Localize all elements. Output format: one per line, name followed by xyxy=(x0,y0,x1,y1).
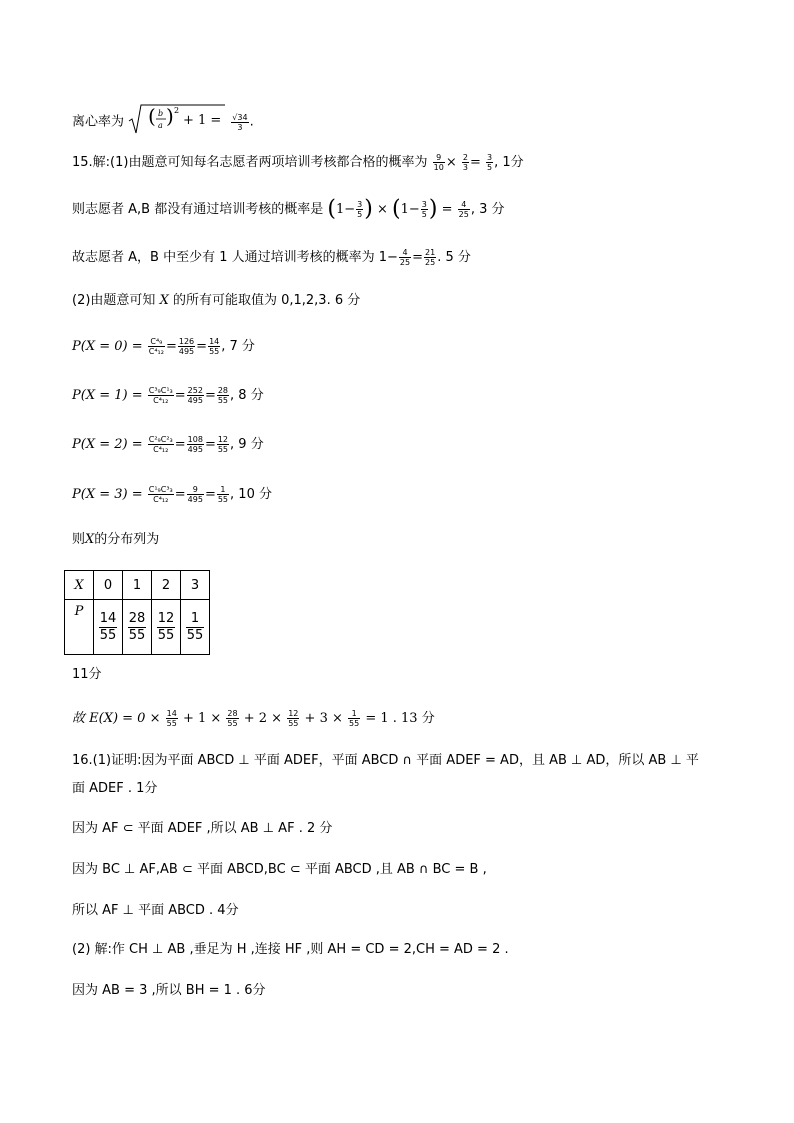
table-cell: 3 xyxy=(181,571,210,600)
prob-line-2: P(X = 2) = $\frac{\text{C²₉C²₃}}{\text{C⁴₁₂}}$ = $\frac{108}{495}$ = $\frac{12}{55}$ , 9 分 xyxy=(72,435,264,454)
dist-intro: 则X的分布列为 xyxy=(72,532,160,547)
q16-line-3: 因为 AF ⊂ 平面 ADEF ,所以 AB ⊥ AF . 2 分 xyxy=(72,821,333,836)
table-cell: 0 xyxy=(94,571,123,600)
radical-sign xyxy=(128,103,226,135)
q15-line-3: 故志愿者 A，B 中至少有 1 人通过培训考核的概率为 1− $\frac{4}{25}$ = $\frac{21}{25}$ . 5 分 xyxy=(72,248,471,267)
svg-text:): ) xyxy=(166,104,174,128)
ecc-b: b xyxy=(158,109,164,118)
q16-line-5: 所以 AF ⊥ 平面 ABCD . 4分 xyxy=(72,903,239,918)
ecc-exp: 2 xyxy=(174,106,180,115)
expectation-line: 故 E(X) = 0 × $\frac{14}{55}$ + 1 × $\frac{28}{55}$ + 2 × $\frac{12}{55}$ + 3 × $\frac{1}{55}$ = 1 . 13 分 xyxy=(72,709,435,728)
table-row-p xyxy=(65,600,210,655)
sqrt-expression xyxy=(128,103,226,141)
q16-line-4: 因为 BC ⊥ AF,AB ⊂ 平面 ABCD,BC ⊂ 平面 ABCD ,且 AB ∩ BC = B , xyxy=(72,862,487,877)
prob-line-0: P(X = 0) = $\frac{\text{C⁴₉}}{\text{C⁴₁₂}}$ = $\frac{126}{495}$ = $\frac{14}{55}$ , 7 分 xyxy=(72,337,255,356)
ecc-result: $\frac{√34}{3}$ xyxy=(232,112,248,132)
ecc-a: a xyxy=(158,121,163,130)
svg-text:(: ( xyxy=(148,104,156,128)
q16-line-6: (2) 解:作 CH ⊥ AB ,垂足为 H ,连接 HF ,则 AH = CD = 2,CH = AD = 2 . xyxy=(72,942,509,957)
table-cell: 1 xyxy=(123,571,152,600)
q16-line-2: 面 ADEF . 1分 xyxy=(72,781,158,796)
table-cell: $\frac{1}{55}$ xyxy=(181,600,210,655)
table-cell: $\frac{14}{55}$ xyxy=(94,600,123,655)
ecc-label: 离心率为 xyxy=(72,114,125,130)
table-header-p: P xyxy=(65,600,94,655)
q16-line-7: 因为 AB = 3 ,所以 BH = 1 . 6分 xyxy=(72,983,266,998)
q16-line-1: 16.(1)证明:因为平面 ABCD ⊥ 平面 ADEF，平面 ABCD ∩ 平面 ADEF = AD，且 AB ⊥ AD，所以 AB ⊥ 平 xyxy=(72,753,699,768)
q15-line-4: (2)由题意可知 X 的所有可能取值为 0,1,2,3. 6 分 xyxy=(72,293,361,308)
q15-line-1: 15.解:(1)由题意可知每名志愿者两项培训考核都合格的概率为 $\frac{9}{10}$ × $\frac{2}{3}$ = $\frac{3}{5}$ , 1分 xyxy=(72,153,524,172)
prob-line-1: P(X = 1) = $\frac{\text{C³₉C¹₃}}{\text{C⁴₁₂}}$ = $\frac{252}{495}$ = $\frac{28}{55}$ , 8 分 xyxy=(72,386,264,405)
ecc-plus: + 1 = xyxy=(183,113,222,128)
table-row-x xyxy=(65,571,210,600)
eccentricity-line: 离心率为 ( b a ) 2 + 1 = $\frac{√34}{3}$ . xyxy=(72,103,254,141)
table-cell: $\frac{28}{55}$ xyxy=(123,600,152,655)
distribution-table xyxy=(64,570,210,655)
table-header-x: X xyxy=(65,571,94,600)
q15-line-2: 则志愿者 A,B 都没有通过培训考核的概率是 (1− $\frac{3}{5}$ ) × (1− $\frac{3}{5}$ ) = $\frac{4}{25}$ , 3 分 xyxy=(72,196,505,222)
score-11: 11分 xyxy=(72,667,102,682)
prob-line-3: P(X = 3) = $\frac{\text{C¹₉C³₃}}{\text{C⁴₁₂}}$ = $\frac{9}{495}$ = $\frac{1}{55}$ , 10 分 xyxy=(72,485,272,504)
table-cell: 2 xyxy=(152,571,181,600)
table-cell: $\frac{12}{55}$ xyxy=(152,600,181,655)
